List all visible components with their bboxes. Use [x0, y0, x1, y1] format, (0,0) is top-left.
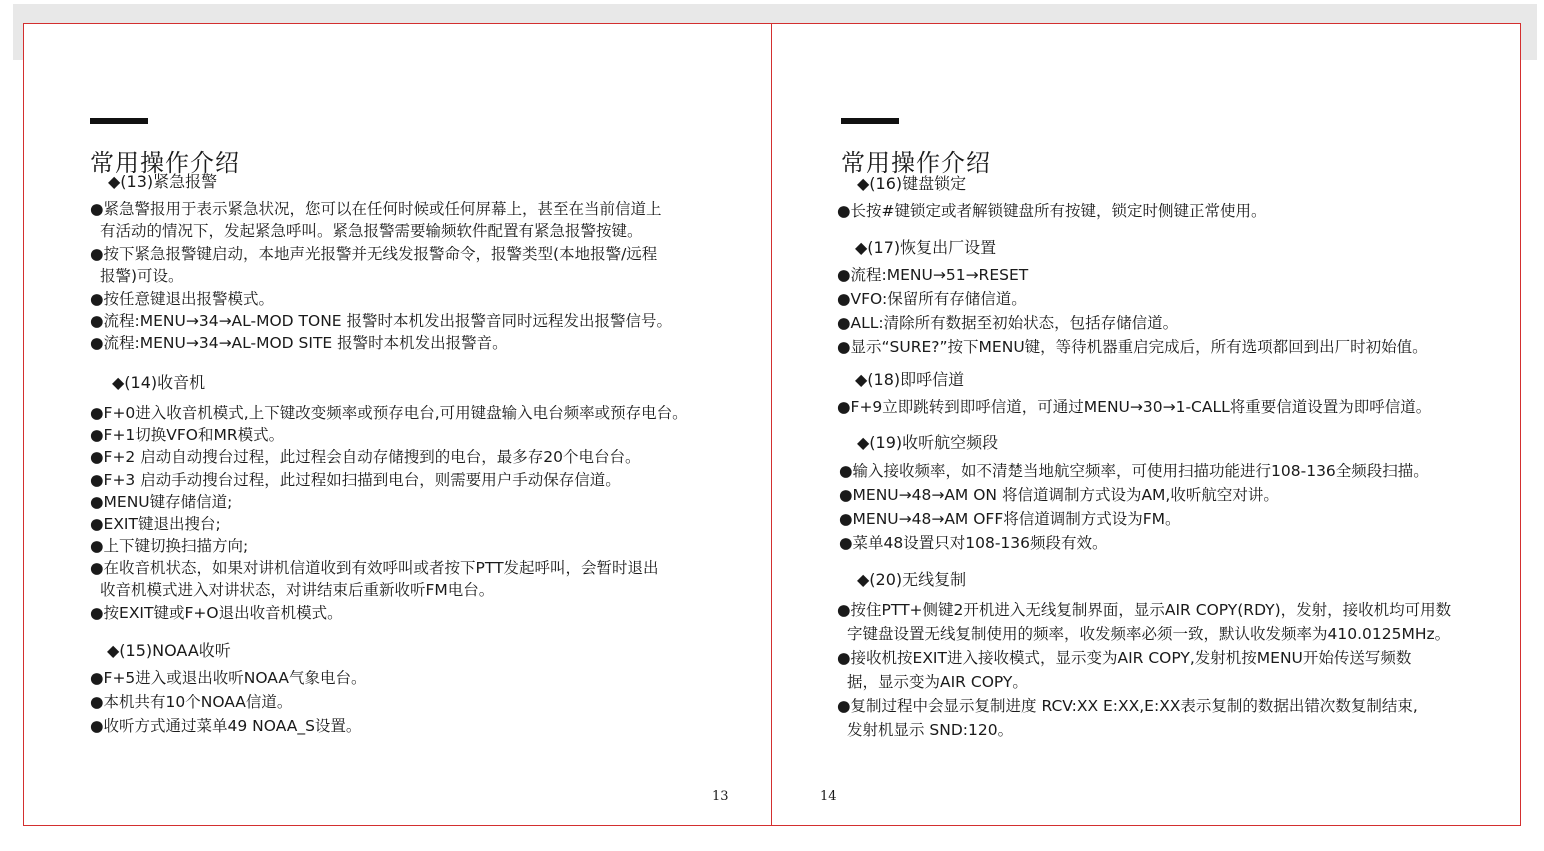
- page-number: 14: [820, 789, 837, 804]
- text-line: ●MENU→48→AM OFF将信道调制方式设为FM。: [839, 510, 1181, 528]
- text-line: ●复制过程中会显示复制进度 RCV:XX E:XX,E:XX表示复制的数据出错次数复制结束,: [837, 697, 1418, 715]
- text-line: ●流程:MENU→34→AL-MOD SITE 报警时本机发出报警音。: [90, 334, 508, 352]
- text-line: ●EXIT键退出搜台;: [90, 515, 221, 533]
- section-18-title: ◆(18)即呼信道: [855, 370, 965, 389]
- text-line: ●F+2 启动自动搜台过程，此过程会自动存储搜到的电台，最多存20个电台台。: [90, 448, 641, 466]
- text-line: ●按住PTT+侧键2开机进入无线复制界面，显示AIR COPY(RDY)，发射，接收机均可用数: [837, 601, 1452, 619]
- text-line: ●按EXIT键或F+O退出收音机模式。: [90, 604, 343, 622]
- text-line: 字键盘设置无线复制使用的频率，收发频率必须一致，默认收发频率为410.0125MHz。: [847, 625, 1451, 643]
- section-17-title: ◆(17)恢复出厂设置: [855, 238, 997, 257]
- text-line: ●显示“SURE?”按下MENU键，等待机器重启完成后，所有选项都回到出厂时初始值。: [837, 338, 1428, 356]
- text-line: ●ALL:清除所有数据至初始状态，包括存储信道。: [837, 314, 1179, 332]
- text-line: ●按下紧急报警键启动，本地声光报警并无线发报警命令，报警类型(本地报警/远程: [90, 245, 658, 263]
- heading-bar: [841, 118, 899, 124]
- text-line: 发射机显示 SND:120。: [847, 721, 1014, 739]
- heading-bar: [90, 118, 148, 124]
- section-19-title: ◆(19)收听航空频段: [857, 433, 999, 452]
- text-line: 报警)可设。: [100, 267, 184, 285]
- text-line: ●F+9立即跳转到即呼信道，可通过MENU→30→1-CALL将重要信道设置为即呼信道。: [837, 398, 1432, 416]
- page-14: [771, 23, 1521, 826]
- text-line: ●在收音机状态，如果对讲机信道收到有效呼叫或者按下PTT发起呼叫，会暂时退出: [90, 559, 659, 577]
- text-line: ●菜单48设置只对108-136频段有效。: [839, 534, 1108, 552]
- text-line: ●紧急警报用于表示紧急状况，您可以在任何时候或任何屏幕上，甚至在当前信道上: [90, 200, 662, 218]
- text-line: ●上下键切换扫描方向;: [90, 537, 249, 555]
- section-20-title: ◆(20)无线复制: [857, 570, 967, 589]
- text-line: ●MENU→48→AM ON 将信道调制方式设为AM,收听航空对讲。: [839, 486, 1279, 504]
- text-line: ●F+0进入收音机模式,上下键改变频率或预存电台,可用键盘输入电台频率或预存电台。: [90, 404, 688, 422]
- text-line: ●F+1切换VFO和MR模式。: [90, 426, 285, 444]
- text-line: ●长按#键锁定或者解锁键盘所有按键，锁定时侧键正常使用。: [837, 202, 1267, 220]
- page-number: 13: [712, 789, 729, 804]
- text-line: ●收听方式通过菜单49 NOAA_S设置。: [90, 717, 362, 735]
- section-13-title: ◆(13)紧急报警: [108, 172, 218, 191]
- text-line: 收音机模式进入对讲状态，对讲结束后重新收听FM电台。: [100, 581, 495, 599]
- text-line: ●F+3 启动手动搜台过程，此过程如扫描到电台，则需要用户手动保存信道。: [90, 471, 621, 489]
- text-line: 据，显示变为AIR COPY。: [847, 673, 1028, 691]
- text-line: ●VFO:保留所有存储信道。: [837, 290, 1027, 308]
- text-line: ●本机共有10个NOAA信道。: [90, 693, 293, 711]
- section-16-title: ◆(16)键盘锁定: [857, 174, 967, 193]
- page-heading: 常用操作介绍: [90, 149, 240, 177]
- page-13: [23, 23, 773, 826]
- text-line: ●按任意键退出报警模式。: [90, 290, 275, 308]
- text-line: ●接收机按EXIT进入接收模式，显示变为AIR COPY,发射机按MENU开始传送写频数: [837, 649, 1412, 667]
- section-14-title: ◆(14)收音机: [112, 373, 206, 392]
- text-line: ●流程:MENU→34→AL-MOD TONE 报警时本机发出报警音同时远程发出报警信号。: [90, 312, 673, 330]
- section-15-title: ◆(15)NOAA收听: [107, 641, 231, 660]
- text-line: ●输入接收频率，如不清楚当地航空频率，可使用扫描功能进行108-136全频段扫描。: [839, 462, 1429, 480]
- text-line: ●MENU键存储信道;: [90, 493, 233, 511]
- page-heading: 常用操作介绍: [841, 149, 991, 177]
- text-line: ●流程:MENU→51→RESET: [837, 266, 1029, 284]
- text-line: ●F+5进入或退出收听NOAA气象电台。: [90, 669, 367, 687]
- text-line: 有活动的情况下，发起紧急呼叫。紧急报警需要输频软件配置有紧急报警按键。: [100, 222, 643, 240]
